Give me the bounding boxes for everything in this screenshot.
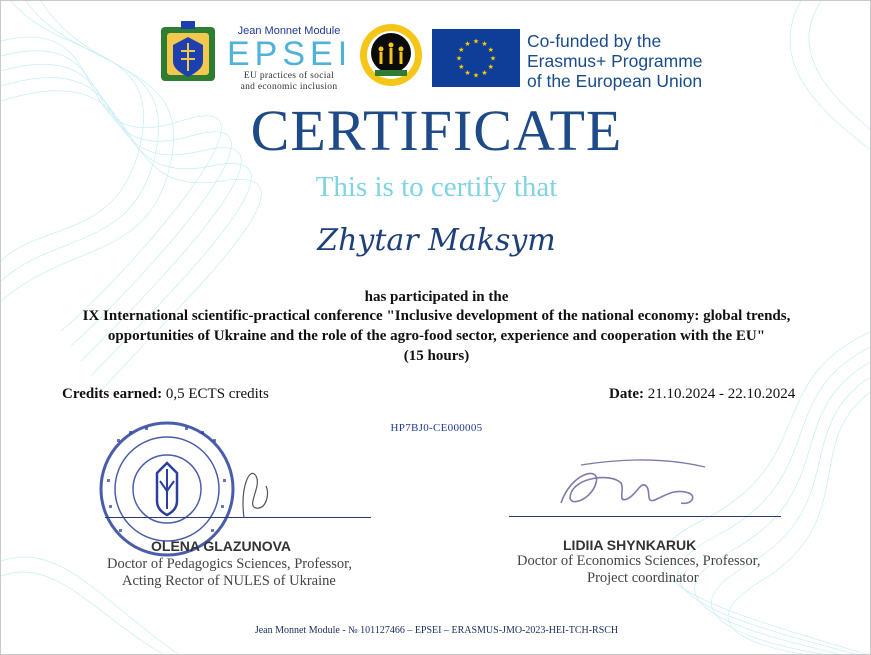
university-crest-icon: [159, 21, 217, 85]
eu-cofunded-text: [527, 31, 703, 91]
eu-star-icon: ★: [464, 39, 471, 48]
left-signatory-role: [107, 556, 352, 590]
right-signatory-name: LIDIIA SHYNKARUK: [563, 537, 697, 553]
eu-star-icon: ★: [464, 69, 471, 78]
eu-flag: [432, 29, 520, 87]
recipient-name: Zhytar Maksym: [317, 223, 556, 258]
credits-label: Credits earned:: [62, 386, 163, 402]
eu-star-icon: ★: [472, 37, 480, 46]
right-signature-line: [509, 516, 781, 517]
right-role-line1: Doctor of Economics Sciences, Professor,: [517, 553, 761, 569]
eu-star-icon: ★: [481, 69, 488, 78]
partner-round-logo: [359, 23, 423, 87]
eu-star-icon: ★: [487, 63, 494, 71]
conference-line1: IX International scientific-practical conference "Inclusive development of the national economy: global trends,: [82, 308, 791, 324]
date-value: 21.10.2024 - 22.10.2024: [647, 386, 796, 402]
epsei-module-label: Jean Monnet Module: [237, 25, 341, 37]
university-logo: [159, 21, 217, 85]
conference-line2: opportunities of Ukraine and the role of the agro-food sector, experience and cooperation with the EU": [107, 328, 766, 344]
left-signatory-name: OLENA GLAZUNOVA: [151, 538, 291, 554]
left-role-line2: Acting Rector of NULES of Ukraine: [122, 573, 336, 589]
eu-star-icon: ★: [455, 54, 463, 63]
eu-star-icon: ★: [472, 71, 480, 80]
left-role-line1: Doctor of Pedagogics Sciences, Professor,: [107, 556, 353, 572]
eu-star-icon: ★: [489, 54, 497, 63]
eu-star-icon: ★: [458, 63, 465, 71]
epsei-subtitle-line1: EU practices of social: [243, 71, 335, 81]
epsei-logo: [227, 25, 351, 93]
eu-star-icon: ★: [458, 46, 465, 54]
eu-line1: Co-funded by the: [527, 31, 662, 51]
date-row: [609, 386, 795, 403]
epsei-wordmark: EPSEI: [227, 35, 353, 73]
eu-line2: Erasmus+ Programme: [527, 51, 703, 71]
certificate-title: CERTIFICATE: [250, 98, 623, 163]
certificate-code: HP7BJ0-CE000005: [390, 422, 483, 434]
eu-star-icon: ★: [487, 46, 494, 54]
hours-text: (15 hours): [403, 348, 470, 364]
credits-value: 0,5 ECTS credits: [165, 386, 269, 402]
participated-text: has participated in the: [364, 289, 509, 305]
credits-row: [62, 386, 269, 403]
eu-flag-icon: [432, 29, 520, 87]
left-signature-line: [105, 517, 371, 518]
right-signature-icon: [541, 453, 711, 521]
partner-people-icon: [359, 23, 423, 87]
date-label: Date:: [609, 386, 644, 402]
left-signature-icon: [226, 456, 286, 526]
eu-star-icon: ★: [481, 39, 488, 48]
right-signatory-role: [517, 553, 760, 587]
eu-line3: of the European Union: [527, 71, 703, 91]
right-role-line2: Project coordinator: [587, 570, 699, 586]
footer-text: Jean Monnet Module - № 101127466 – EPSEI – ERASMUS-JMO-2023-HEI-TCH-RSCH: [254, 625, 619, 636]
certify-text: This is to certify that: [315, 171, 558, 203]
epsei-subtitle-line2: and economic inclusion: [240, 82, 338, 92]
